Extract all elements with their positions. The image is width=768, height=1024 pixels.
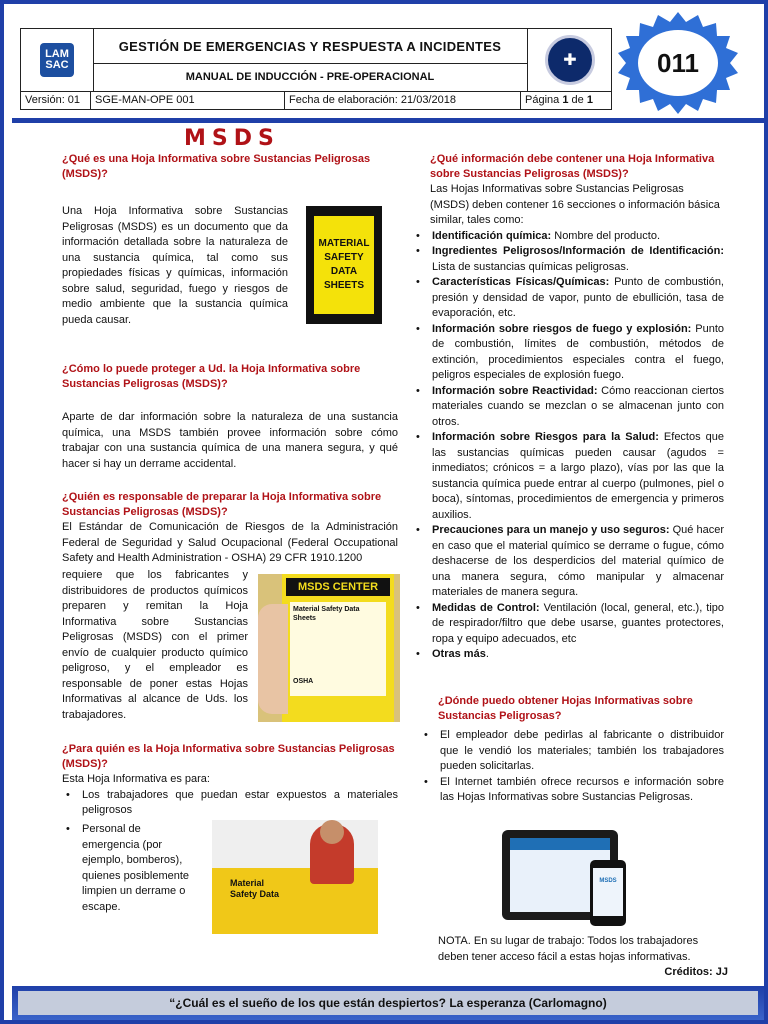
credits: Créditos: JJ xyxy=(664,966,728,978)
list-item-text: Ventilación (local, general, etc.), tipo de respirador/filtro que debe usarse, guantes protectores, ropa y equipo adecuados, etc xyxy=(432,601,725,645)
list-item xyxy=(412,430,724,523)
list-item: • El Internet también ofrece recursos e información sobre las Hojas Informativas sobre Sustancias Peligrosas. xyxy=(420,775,724,806)
phone-device xyxy=(590,860,626,926)
list-item: • El empleador debe pedirlas al fabricante o distribuidor que le vendió los materiales; también los trabajadores pueden solicitarlas. xyxy=(420,728,724,775)
tablet-topbar xyxy=(510,838,610,850)
list-item-text: Cómo reaccionan ciertos materiales cuando se mezclan o se almacenan junto con otros. xyxy=(432,384,724,428)
page-current: 1 xyxy=(562,94,569,106)
list-item xyxy=(412,322,724,384)
list-item-text: Punto de combustión, límites de combustión, métodos de extinción, procedimientos especiales contra el fuego, peligros especiales de explosión fuego. xyxy=(432,322,724,381)
list-item-heading: Información sobre Riesgos para la Salud: xyxy=(432,431,659,443)
left-answer-1-block xyxy=(62,204,288,328)
footer-quote: “¿Cuál es el sueño de los que están despiertos? La esperanza (Carlomagno) xyxy=(18,991,758,1015)
header-subtitle: MANUAL DE INDUCCIÓN - PRE-OPERACIONAL xyxy=(185,71,435,83)
left-question-3-block xyxy=(62,490,398,567)
list-item xyxy=(412,384,724,431)
right-question-2: ¿Dónde puedo obtener Hojas Informativas sobre Sustancias Peligrosas? xyxy=(438,695,693,722)
number-badge xyxy=(616,10,740,116)
header-separator xyxy=(12,118,764,123)
list-item xyxy=(412,523,724,601)
right-list-2 xyxy=(420,728,724,806)
badge-number: 011 xyxy=(657,47,699,78)
list-item-heading: Precauciones para un manejo y uso seguros: xyxy=(432,524,670,536)
list-item xyxy=(412,601,724,648)
note-block xyxy=(438,934,728,981)
list-item-text: . xyxy=(485,648,489,660)
left-question-2: ¿Cómo lo puede proteger a Ud. la Hoja Informativa sobre Sustancias Peligrosas (MSDS)? xyxy=(62,363,361,390)
msds-center-panel xyxy=(290,602,386,696)
logo-mark: LAM SAC xyxy=(40,43,74,77)
left-answer-4: Esta Hoja Informativa es para: xyxy=(62,773,210,785)
page-sep: de xyxy=(571,94,584,106)
list-item-text: Lista de sustancias químicas peligrosas. xyxy=(432,260,629,273)
left-list-2 xyxy=(62,822,198,915)
left-question-3: ¿Quién es responsable de preparar la Hoja Informativa sobre Sustancias Peligrosas (MSDS)? xyxy=(62,491,382,518)
left-answer-2: Aparte de dar información sobre la naturaleza de una sustancia química, una MSDS también provee información sobre cómo trabajar con una sustancia química de una manera segura, y qué hacer si hay un derrame accidental. xyxy=(62,411,398,470)
page-label: Página xyxy=(525,94,560,106)
document-header xyxy=(20,28,612,110)
list-item-heading: Información sobre riesgos de fuego y explosión: xyxy=(432,322,692,335)
osha-label: OSHA xyxy=(293,678,314,685)
list-item-heading: Identificación química: xyxy=(432,229,552,242)
document-info-row xyxy=(21,91,611,109)
version-field: Versión: 01 xyxy=(21,92,91,109)
left-answer-2-block xyxy=(62,410,398,472)
msds-center-board xyxy=(282,574,394,722)
left-question-2-block xyxy=(62,362,398,392)
msds-center-label: MSDS CENTER xyxy=(286,578,390,596)
spill-kit-image xyxy=(212,820,378,934)
date-field: Fecha de elaboración: 21/03/2018 xyxy=(285,92,521,109)
list-item-heading: Características Físicas/Químicas: xyxy=(432,276,610,288)
msds-center-image xyxy=(258,574,400,722)
left-answer-3a: El Estándar de Comunicación de Riesgos de la Administración Federal de Seguridad y Salud Ocupacional (Federal Occupational Safety and Health Administration - OSHA) 29 CFR 1910.1200 xyxy=(62,521,398,564)
worker-figure xyxy=(258,604,288,714)
devices-image xyxy=(502,830,630,930)
company-logo xyxy=(21,29,94,91)
left-column xyxy=(62,152,398,182)
list-item-heading: Medidas de Control: xyxy=(432,601,540,614)
left-answer-3b: requiere que los fabricantes y distribuidores de productos químicos preparen y remitan la Hoja Informativa sobre Sustancias Peligrosas (MSDS) con el primer envío de cualquier producto químico peligroso, y el empleador es responsable de poner estas Hojas Informativas al alcance de Uds. los trabajadores. xyxy=(62,569,248,721)
code-field: SGE-MAN-OPE 001 xyxy=(91,92,285,109)
left-list xyxy=(62,788,398,819)
msds-sign-image xyxy=(306,206,382,324)
list-item xyxy=(412,244,724,275)
main-title: MSDS xyxy=(184,126,280,151)
left-question-4: ¿Para quién es la Hoja Informativa sobre Sustancias Peligrosas (MSDS)? xyxy=(62,743,395,770)
list-item-heading: Ingredientes Peligrosos/Información de Identificación: xyxy=(432,245,724,257)
spill-kit-label: Material Safety Data xyxy=(230,878,280,899)
right-column xyxy=(430,152,724,663)
list-item-text: Nombre del producto. xyxy=(551,229,661,242)
left-list-2-block xyxy=(62,822,198,915)
left-answer-1: Una Hoja Informativa sobre Sustancias Peligrosas (MSDS) es un documento que da información detallada sobre la naturaleza de una sustancia química, tal como sus propiedades físicas y químicas, información sobre salud, seguridad, fuego y riesgos de medio ambiente que la sustancia química pueda causar. xyxy=(62,205,288,326)
list-item-text: Qué hacer en caso que el material químico se derrame o fugue, cómo deshacerse de los desperdicios del material químico de una manera segura, cómo manipular y almacenar materiales de manera segura. xyxy=(432,524,725,598)
phone-screen-label: MSDS xyxy=(593,868,623,916)
left-question-1: ¿Qué es una Hoja Informativa sobre Sustancias Peligrosas (MSDS)? xyxy=(62,153,371,180)
msds-center-sub: Material Safety Data Sheets xyxy=(293,606,360,622)
left-answer-3b-block xyxy=(62,568,248,723)
star-of-life-icon: ✚ xyxy=(545,35,595,85)
emergency-seal xyxy=(527,29,612,91)
list-item-heading: Información sobre Reactividad: xyxy=(432,384,598,397)
list-item xyxy=(412,229,724,245)
right-intro: Las Hojas Informativas sobre Sustancias Peligrosas (MSDS) deben contener 16 secciones o información básica similar, tales como: xyxy=(430,183,720,226)
list-item: • Los trabajadores que puedan estar expuestos a materiales peligrosos xyxy=(62,788,398,819)
page-total: 1 xyxy=(586,94,593,106)
right-question-1: ¿Qué información debe contener una Hoja Informativa sobre Sustancias Peligrosas (MSDS)? xyxy=(430,153,715,180)
page-field xyxy=(521,92,611,109)
footer-bar xyxy=(12,986,764,1020)
list-item-text: Punto de combustión, presión y densidad de vapor, punto de ebullición, tasa de evaporación, etc. xyxy=(432,276,724,319)
list-item-text: Efectos que las sustancias químicas pueden causar (agudos = inmediatos; crónicos = a largo plazo), vías por las que la sustancia química puede entrar al cuerpo (pulmones, piel o boca), síntomas, procedimientos de emergencia y primeros auxilios. xyxy=(432,431,724,521)
right-list-2-block xyxy=(420,728,724,806)
left-question-4-block xyxy=(62,742,398,819)
list-item-heading: Otras más xyxy=(432,648,486,660)
right-question-2-block xyxy=(438,694,724,724)
msds-sign-label: MATERIAL SAFETY DATA SHEETS xyxy=(314,216,374,314)
note-text: NOTA. En su lugar de trabajo: Todos los trabajadores deben tener acceso fácil a estas hojas informativas. xyxy=(438,935,699,963)
list-item xyxy=(412,275,724,322)
list-item: • Personal de emergencia (por ejemplo, bomberos), quienes posiblemente limpien un derrame o escape. xyxy=(62,822,198,915)
worker-head xyxy=(320,820,344,844)
right-items-list xyxy=(412,229,724,663)
list-item xyxy=(412,647,724,663)
header-title: GESTIÓN DE EMERGENCIAS Y RESPUESTA A INCIDENTES xyxy=(93,29,527,64)
